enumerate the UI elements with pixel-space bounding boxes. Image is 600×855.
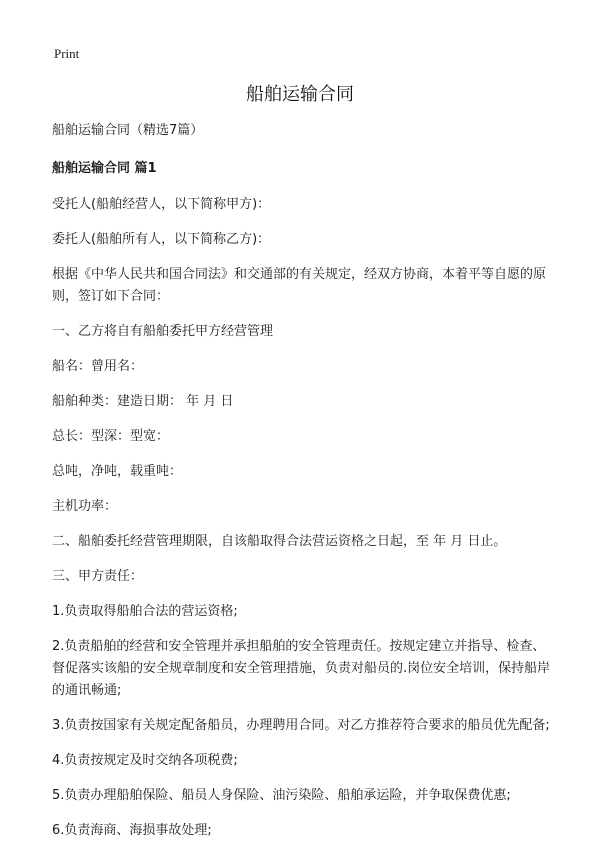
paragraph-item-3: 3.负责按国家有关规定配备船员，办理聘用合同。对乙方推荐符合要求的船员优先配备; [52, 718, 550, 733]
paragraph-item-4: 4.负责按规定及时交纳各项税费; [52, 753, 238, 768]
paragraph-ship-name: 船名：曾用名： [52, 359, 144, 374]
paragraph-preamble: 根据《中华人民共和国合同法》和交通部的有关规定，经双方协商，本着平等自愿的原则，签订如下合同： [52, 267, 547, 304]
paragraph-clause-1: 一、乙方将自有船舶委托甲方经营管理 [52, 324, 274, 339]
paragraph-clause-3: 三、甲方责任： [52, 569, 144, 584]
paragraph-tonnage: 总吨，净吨，载重吨： [52, 464, 183, 479]
section-heading: 船舶运输合同 篇1 [52, 161, 157, 176]
document-title: 船舶运输合同 [246, 84, 354, 105]
paragraph-item-1: 1.负责取得船舶合法的营运资格; [52, 604, 238, 619]
paragraph-item-5: 5.负责办理船舶保险、船员人身保险、油污染险、船舶承运险，并争取保费优惠; [52, 788, 511, 803]
print-label[interactable]: Print [54, 46, 80, 61]
paragraph-item-6: 6.负责海商、海损事故处理; [52, 823, 212, 838]
paragraph-party-b: 委托人(船舶所有人，以下简称乙方)： [52, 232, 271, 247]
paragraph-item-2: 2.负责船舶的经营和安全管理并承担船舶的安全管理责任。按规定建立并指导、检查、督促落实该船的安全规章制度和安全管理措施，负责对船员的.岗位安全培训，保持船岸的通讯畅通; [52, 639, 551, 698]
paragraph-party-a: 受托人(船舶经营人，以下简称甲方)： [52, 197, 271, 212]
paragraph-engine-power: 主机功率： [52, 499, 118, 514]
paragraph-clause-2: 二、船舶委托经营管理期限，自该船取得合法营运资格之日起，至 年 月 日止。 [52, 534, 507, 549]
paragraph-ship-type: 船舶种类：建造日期： 年 月 日 [52, 394, 234, 409]
document-body [52, 120, 552, 855]
paragraph-dimensions: 总长：型深：型宽： [52, 429, 170, 444]
document-subtitle: 船舶运输合同（精选7篇） [52, 123, 204, 138]
